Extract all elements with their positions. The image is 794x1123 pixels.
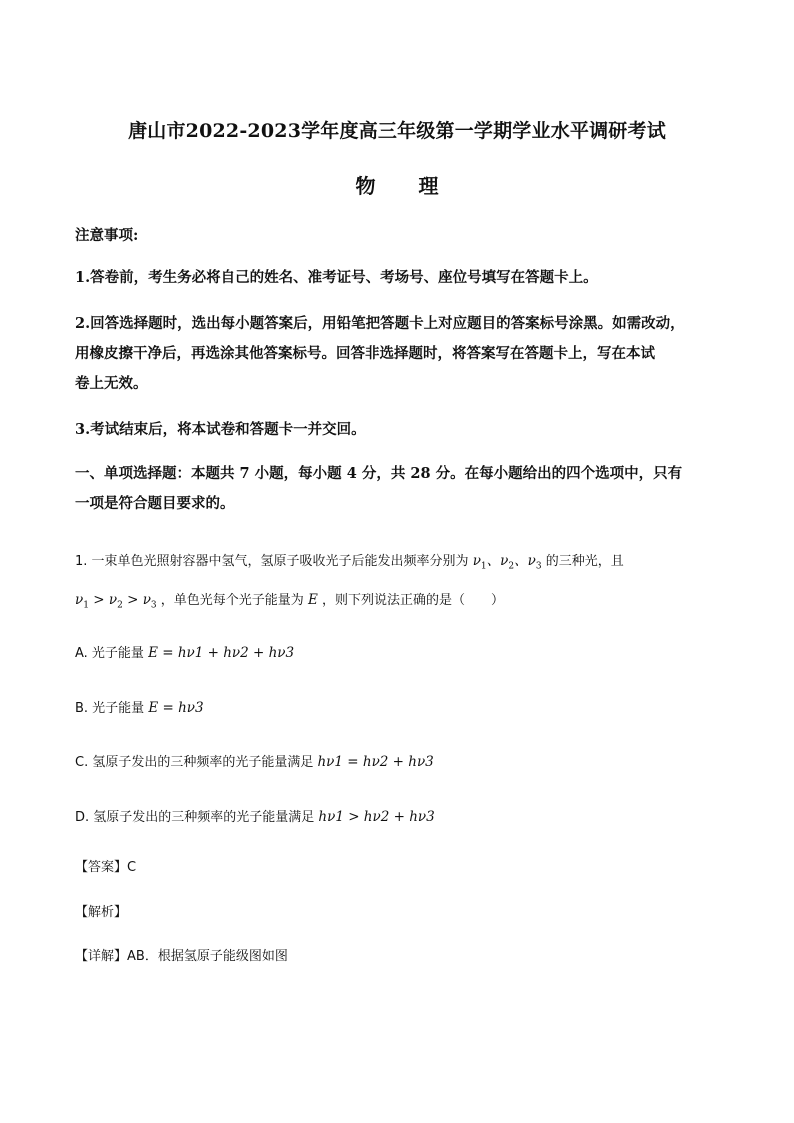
question-1-stem-line-2 — [75, 589, 504, 611]
option-c-label: C. 氢原子发出的三种频率的光子能量满足 — [75, 755, 314, 770]
answer-value: C — [127, 860, 137, 875]
option-b-formula: E = hν3 — [148, 700, 204, 716]
section-heading-line-2: 一项是符合题目要求的。 — [75, 495, 235, 512]
detail-line — [75, 945, 288, 964]
notice-item-2-line-1: 2.回答选择题时，选出每小题答案后，用铅笔把答题卡上对应题目的答案标号涂黑。如需改动， — [75, 315, 685, 332]
frequency-list: $\nu_1$、$\nu_2$、$\nu_3$ — [472, 553, 542, 572]
option-d — [75, 806, 435, 825]
subject-title: 物 理 — [355, 174, 457, 198]
notice-item-3: 3.考试结束后，将本试卷和答题卡一并交回。 — [75, 421, 366, 438]
option-a-label: A. 光子能量 — [75, 646, 144, 661]
option-c — [75, 751, 434, 770]
answer-tag: 【答案】 — [75, 860, 128, 875]
option-a — [75, 642, 294, 661]
detail-tag: 【详解】 — [75, 949, 128, 964]
section-heading-line-1: 一、单项选择题：本题共 7 小题，每小题 4 分，共 28 分。在每小题给出的四个选项中，只有 — [75, 465, 683, 482]
option-d-formula: hν1 > hν2 + hν3 — [318, 809, 435, 825]
question-1-stem-part-4: ，则下列说法正确的是（ ） — [321, 593, 504, 608]
notice-item-2-line-2: 用橡皮擦干净后，再选涂其他答案标号。回答非选择题时，将答案写在答题卡上，写在本试 — [75, 345, 655, 362]
question-1-stem-part-3: ，单色光每个光子能量为 — [160, 593, 304, 608]
option-b — [75, 697, 204, 716]
question-1-stem-part-1: 1. 一束单色光照射容器中氢气，氢原子吸收光子后能发出频率分别为 — [75, 554, 469, 569]
notice-item-1: 1.答卷前，考生务必将自己的姓名、准考证号、考场号、座位号填写在答题卡上。 — [75, 269, 598, 286]
option-c-formula: hν1 = hν2 + hν3 — [317, 754, 434, 770]
energy-symbol: E — [307, 592, 318, 608]
option-b-label: B. 光子能量 — [75, 701, 145, 716]
question-1-stem-line-1 — [75, 549, 624, 572]
question-1-stem-part-2: 的三种光，且 — [545, 554, 624, 569]
answer-line — [75, 856, 136, 875]
notice-heading: 注意事项: — [75, 227, 139, 244]
detail-text: AB．根据氢原子能级图如图 — [127, 949, 288, 964]
option-d-label: D. 氢原子发出的三种频率的光子能量满足 — [75, 810, 315, 825]
notice-item-2-line-3: 卷上无效。 — [75, 375, 148, 392]
option-a-formula: E = hν1 + hν2 + hν3 — [148, 645, 295, 661]
analysis-tag: 【解析】 — [75, 905, 128, 920]
frequency-inequality: $\nu_1 > \nu_2 > \nu_3$ — [75, 592, 157, 611]
exam-title: 唐山市2022-2023学年度高三年级第一学期学业水平调研考试 — [128, 120, 666, 142]
